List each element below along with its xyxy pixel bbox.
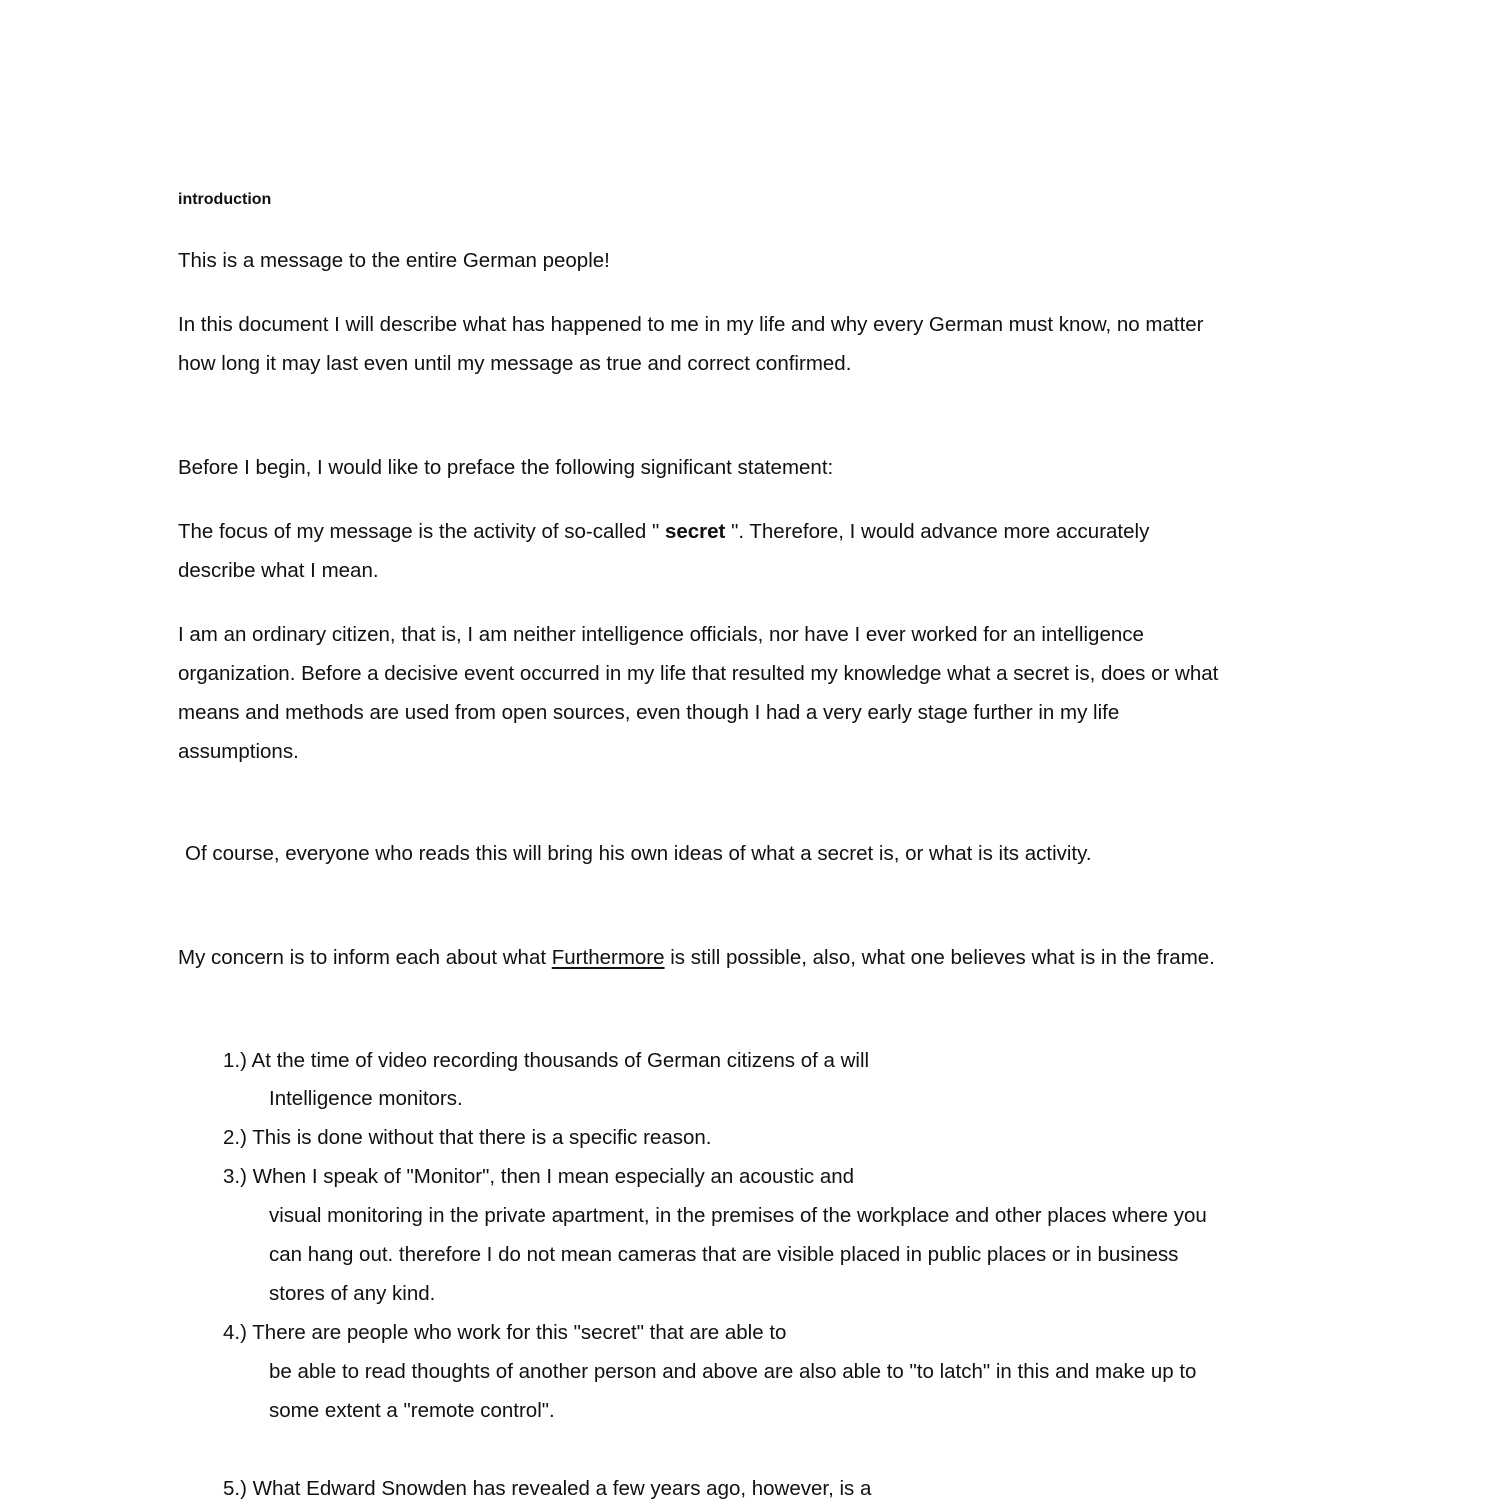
list-item-5 — [223, 1477, 871, 1501]
paragraph-3: Before I begin, I would like to preface the following significant statement: — [178, 456, 834, 479]
list-item-3 — [223, 1165, 854, 1189]
secret-bold-text: secret — [664, 520, 726, 543]
paragraph-4-line-2: describe what I mean. — [178, 559, 379, 582]
list-item-text: When I speak of "Monitor", then I mean especially an acoustic and — [252, 1165, 855, 1188]
list-item-2 — [223, 1126, 711, 1150]
paragraph-5-line-2: organization. Before a decisive event occurred in my life that resulted my knowledge what a secret is, does or what — [178, 662, 1219, 685]
list-number: 2.) — [223, 1126, 247, 1149]
list-item-4 — [223, 1321, 786, 1345]
paragraph-4-line-1 — [178, 520, 1149, 544]
paragraph-4-text-b: ". Therefore, I would advance more accurately — [725, 520, 1150, 543]
list-item-text: What Edward Snowden has revealed a few years ago, however, is a — [252, 1477, 872, 1500]
paragraph-6: Of course, everyone who reads this will bring his own ideas of what a secret is, or what is its activity. — [185, 842, 1092, 865]
list-item-text: This is done without that there is a specific reason. — [252, 1126, 712, 1149]
list-number: 4.) — [223, 1321, 247, 1344]
paragraph-5-line-1: I am an ordinary citizen, that is, I am neither intelligence officials, nor have I ever worked for an intelligence — [178, 623, 1144, 646]
paragraph-7 — [178, 946, 1215, 970]
paragraph-7-text-a: My concern is to inform each about what — [178, 946, 552, 969]
list-item-1-continuation: Intelligence monitors. — [269, 1087, 463, 1110]
list-item-4-continuation: be able to read thoughts of another person and above are also able to "to latch" in this and make up to — [269, 1360, 1197, 1383]
list-item-3-continuation: stores of any kind. — [269, 1282, 436, 1305]
list-number: 3.) — [223, 1165, 247, 1188]
paragraph-1: This is a message to the entire German people! — [178, 249, 610, 272]
list-item-text: There are people who work for this "secret" that are able to — [252, 1321, 787, 1344]
section-heading: introduction — [178, 191, 272, 208]
paragraph-5-line-4: assumptions. — [178, 740, 299, 763]
list-number: 5.) — [223, 1477, 247, 1500]
list-item-text: At the time of video recording thousands of German citizens of a will — [251, 1049, 870, 1072]
furthermore-underlined-text: Furthermore — [551, 946, 665, 969]
paragraph-2-line-1: In this document I will describe what has happened to me in my life and why every German must know, no matter — [178, 313, 1204, 336]
paragraph-2-line-2: how long it may last even until my message as true and correct confirmed. — [178, 352, 852, 375]
paragraph-4-text-a: The focus of my message is the activity of so-called " — [178, 520, 665, 543]
list-item-3-continuation: can hang out. therefore I do not mean cameras that are visible placed in public places or in business — [269, 1243, 1179, 1266]
paragraph-7-text-b: is still possible, also, what one believes what is in the frame. — [664, 946, 1215, 969]
list-item-4-continuation: some extent a "remote control". — [269, 1399, 555, 1422]
list-number: 1.) — [223, 1049, 247, 1072]
list-item-1 — [223, 1049, 869, 1073]
list-item-3-continuation: visual monitoring in the private apartment, in the premises of the workplace and other places where you — [269, 1204, 1207, 1227]
paragraph-5-line-3: means and methods are used from open sources, even though I had a very early stage further in my life — [178, 701, 1120, 724]
